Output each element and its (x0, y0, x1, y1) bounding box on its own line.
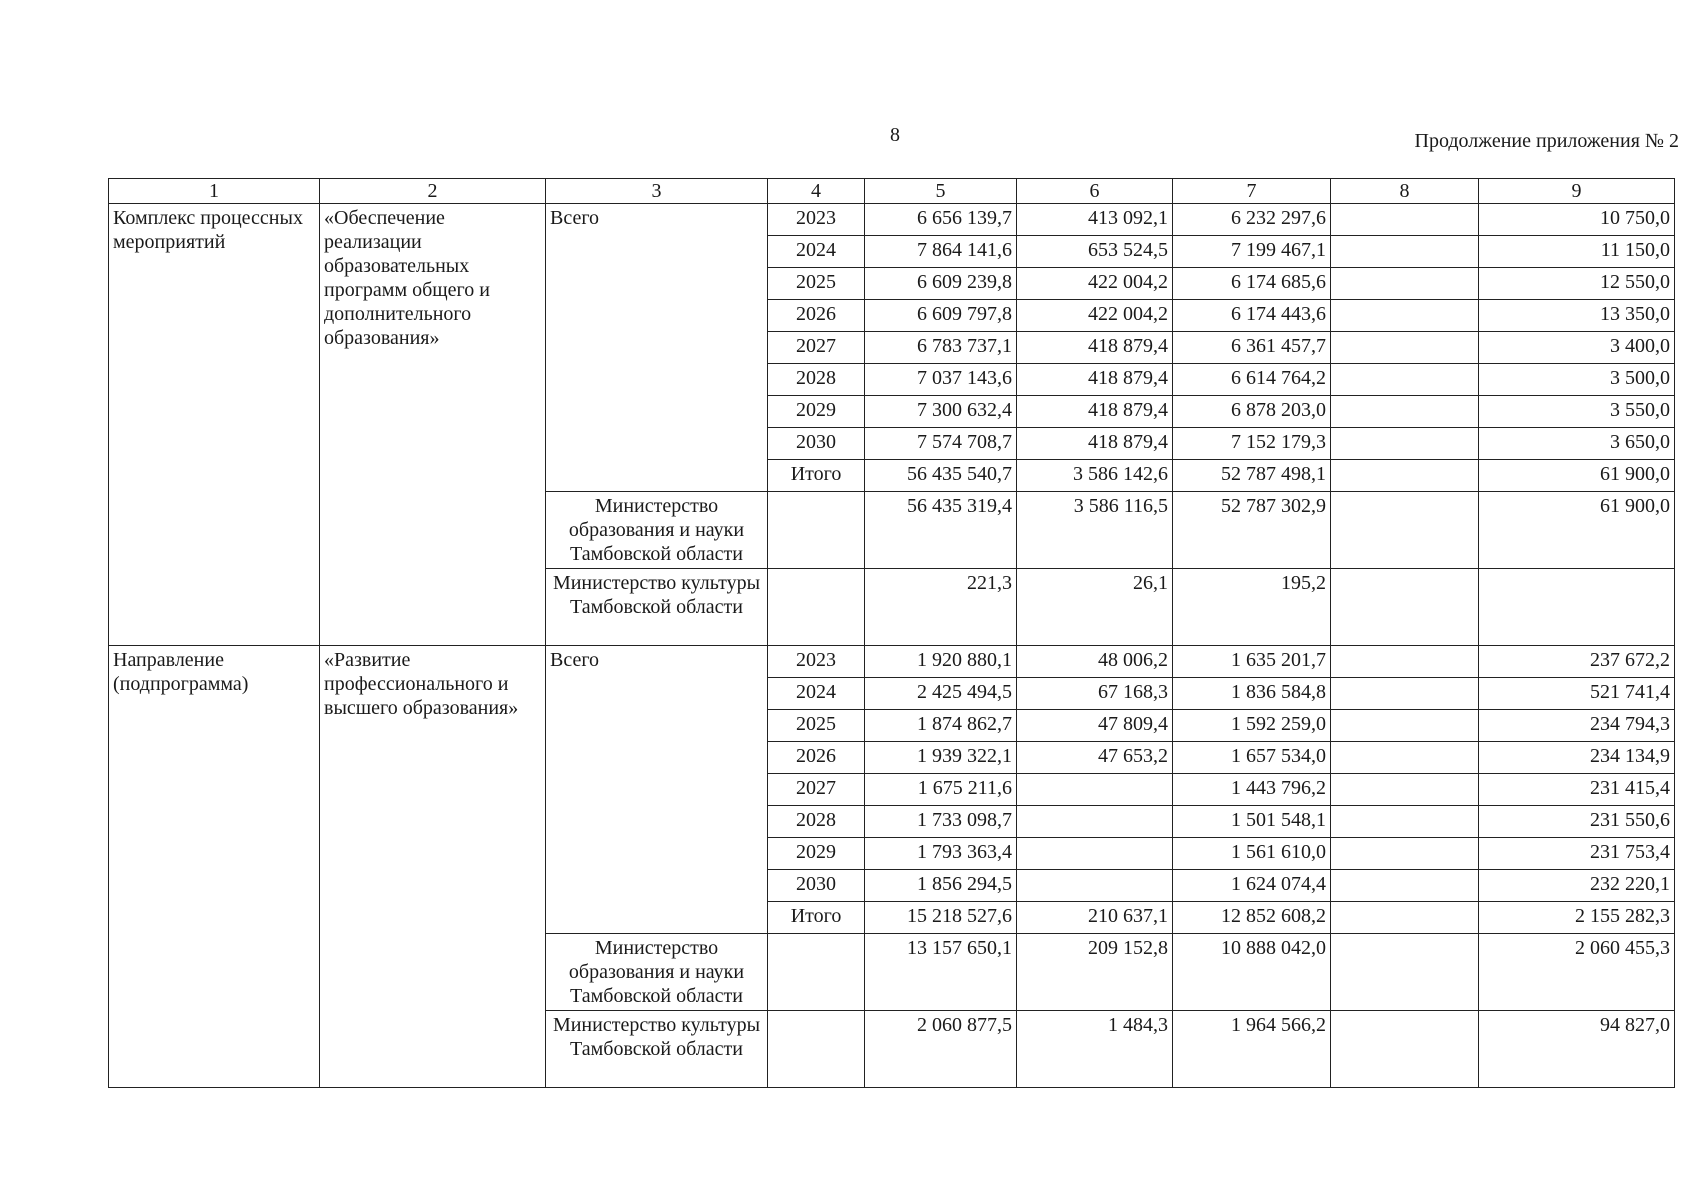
value-col5: 1 675 211,6 (865, 774, 1017, 806)
column-header: 9 (1479, 179, 1675, 204)
value-col7: 6 232 297,6 (1173, 204, 1331, 236)
value-col8 (1331, 268, 1479, 300)
value-col5: 1 733 098,7 (865, 806, 1017, 838)
value-col6: 67 168,3 (1017, 678, 1173, 710)
total-label: Всего (546, 204, 768, 492)
value-col5: 56 435 319,4 (865, 492, 1017, 569)
value-col8 (1331, 646, 1479, 678)
year-cell: 2023 (768, 204, 865, 236)
value-col9: 11 150,0 (1479, 236, 1675, 268)
value-col8 (1331, 396, 1479, 428)
value-col7: 6 174 443,6 (1173, 300, 1331, 332)
value-col9: 3 650,0 (1479, 428, 1675, 460)
value-col7: 1 836 584,8 (1173, 678, 1331, 710)
value-col6: 418 879,4 (1017, 428, 1173, 460)
column-header: 1 (109, 179, 320, 204)
value-col6: 209 152,8 (1017, 934, 1173, 1011)
executor-name: Министерство культуры Тамбовской области (546, 569, 768, 646)
value-col8 (1331, 364, 1479, 396)
value-col6 (1017, 838, 1173, 870)
value-col5: 2 060 877,5 (865, 1011, 1017, 1088)
section-name: «Развитие профессионального и высшего образования» (320, 646, 546, 1088)
year-cell: 2030 (768, 428, 865, 460)
value-col6: 1 484,3 (1017, 1011, 1173, 1088)
value-col5: 1 939 322,1 (865, 742, 1017, 774)
year-cell: 2024 (768, 236, 865, 268)
value-col6: 418 879,4 (1017, 396, 1173, 428)
value-col6: 48 006,2 (1017, 646, 1173, 678)
executor-name: Министерство образования и науки Тамбовской области (546, 492, 768, 569)
value-col8 (1331, 902, 1479, 934)
value-col8 (1331, 742, 1479, 774)
year-cell: Итого (768, 902, 865, 934)
value-col8 (1331, 204, 1479, 236)
value-col6: 413 092,1 (1017, 204, 1173, 236)
value-col7: 52 787 302,9 (1173, 492, 1331, 569)
year-cell: Итого (768, 460, 865, 492)
value-col6 (1017, 870, 1173, 902)
value-col6: 3 586 116,5 (1017, 492, 1173, 569)
value-col8 (1331, 492, 1479, 569)
value-col6: 3 586 142,6 (1017, 460, 1173, 492)
value-col9: 13 350,0 (1479, 300, 1675, 332)
value-col6: 422 004,2 (1017, 300, 1173, 332)
value-col5: 1 874 862,7 (865, 710, 1017, 742)
year-cell: 2024 (768, 678, 865, 710)
value-col9 (1479, 569, 1675, 646)
value-col9: 234 134,9 (1479, 742, 1675, 774)
column-header: 5 (865, 179, 1017, 204)
value-col6: 418 879,4 (1017, 364, 1173, 396)
value-col5: 6 609 797,8 (865, 300, 1017, 332)
value-col5: 7 574 708,7 (865, 428, 1017, 460)
value-col9: 232 220,1 (1479, 870, 1675, 902)
value-col9: 10 750,0 (1479, 204, 1675, 236)
value-col7: 12 852 608,2 (1173, 902, 1331, 934)
value-col5: 7 864 141,6 (865, 236, 1017, 268)
value-col8 (1331, 428, 1479, 460)
value-col5: 2 425 494,5 (865, 678, 1017, 710)
value-col9: 94 827,0 (1479, 1011, 1675, 1088)
value-col6 (1017, 774, 1173, 806)
value-col9: 231 753,4 (1479, 838, 1675, 870)
value-col5: 6 656 139,7 (865, 204, 1017, 236)
year-cell: 2025 (768, 268, 865, 300)
value-col9: 3 500,0 (1479, 364, 1675, 396)
column-header: 3 (546, 179, 768, 204)
value-col9: 61 900,0 (1479, 492, 1675, 569)
value-col6: 210 637,1 (1017, 902, 1173, 934)
value-col5: 1 793 363,4 (865, 838, 1017, 870)
value-col5: 13 157 650,1 (865, 934, 1017, 1011)
column-header: 8 (1331, 179, 1479, 204)
year-cell: 2028 (768, 364, 865, 396)
value-col8 (1331, 806, 1479, 838)
value-col8 (1331, 236, 1479, 268)
value-col8 (1331, 678, 1479, 710)
year-cell: 2028 (768, 806, 865, 838)
value-col7: 6 174 685,6 (1173, 268, 1331, 300)
value-col7: 7 152 179,3 (1173, 428, 1331, 460)
value-col6: 47 809,4 (1017, 710, 1173, 742)
value-col9: 3 400,0 (1479, 332, 1675, 364)
year-cell: 2026 (768, 742, 865, 774)
budget-table (108, 178, 1675, 1088)
value-col6: 653 524,5 (1017, 236, 1173, 268)
year-cell: 2030 (768, 870, 865, 902)
value-col6: 422 004,2 (1017, 268, 1173, 300)
year-cell: 2029 (768, 838, 865, 870)
value-col7: 1 964 566,2 (1173, 1011, 1331, 1088)
value-col7: 52 787 498,1 (1173, 460, 1331, 492)
value-col7: 1 657 534,0 (1173, 742, 1331, 774)
value-col9: 521 741,4 (1479, 678, 1675, 710)
value-col5: 7 037 143,6 (865, 364, 1017, 396)
value-col7: 6 361 457,7 (1173, 332, 1331, 364)
value-col8 (1331, 710, 1479, 742)
year-cell: 2025 (768, 710, 865, 742)
value-col7: 6 878 203,0 (1173, 396, 1331, 428)
value-col8 (1331, 569, 1479, 646)
value-col8 (1331, 332, 1479, 364)
value-col6 (1017, 806, 1173, 838)
value-col6: 47 653,2 (1017, 742, 1173, 774)
section-type: Направление (подпрограмма) (109, 646, 320, 1088)
value-col8 (1331, 870, 1479, 902)
year-cell: 2027 (768, 332, 865, 364)
section-type: Комплекс процессных мероприятий (109, 204, 320, 646)
value-col8 (1331, 300, 1479, 332)
value-col7: 1 624 074,4 (1173, 870, 1331, 902)
value-col9: 12 550,0 (1479, 268, 1675, 300)
executor-col4 (768, 492, 865, 569)
appendix-note: Продолжение приложения № 2 (1414, 130, 1679, 152)
year-cell: 2023 (768, 646, 865, 678)
page-number: 8 (890, 124, 900, 146)
column-header: 2 (320, 179, 546, 204)
value-col8 (1331, 934, 1479, 1011)
value-col5: 6 609 239,8 (865, 268, 1017, 300)
year-cell: 2029 (768, 396, 865, 428)
table-body (109, 204, 1675, 1088)
value-col9: 61 900,0 (1479, 460, 1675, 492)
value-col6: 26,1 (1017, 569, 1173, 646)
executor-col4 (768, 1011, 865, 1088)
value-col8 (1331, 774, 1479, 806)
total-label: Всего (546, 646, 768, 934)
value-col9: 231 550,6 (1479, 806, 1675, 838)
value-col5: 221,3 (865, 569, 1017, 646)
value-col9: 231 415,4 (1479, 774, 1675, 806)
value-col9: 3 550,0 (1479, 396, 1675, 428)
column-header: 4 (768, 179, 865, 204)
value-col9: 234 794,3 (1479, 710, 1675, 742)
year-cell: 2026 (768, 300, 865, 332)
value-col7: 1 592 259,0 (1173, 710, 1331, 742)
value-col5: 56 435 540,7 (865, 460, 1017, 492)
year-row (109, 646, 1675, 678)
value-col5: 1 856 294,5 (865, 870, 1017, 902)
column-header: 7 (1173, 179, 1331, 204)
column-header: 6 (1017, 179, 1173, 204)
executor-name: Министерство культуры Тамбовской области (546, 1011, 768, 1088)
value-col7: 7 199 467,1 (1173, 236, 1331, 268)
value-col6: 418 879,4 (1017, 332, 1173, 364)
value-col7: 10 888 042,0 (1173, 934, 1331, 1011)
executor-name: Министерство образования и науки Тамбовской области (546, 934, 768, 1011)
column-number-row (109, 179, 1675, 204)
year-cell: 2027 (768, 774, 865, 806)
section-name: «Обеспечение реализации образовательных программ общего и дополнительного образования» (320, 204, 546, 646)
value-col5: 6 783 737,1 (865, 332, 1017, 364)
value-col8 (1331, 460, 1479, 492)
value-col7: 195,2 (1173, 569, 1331, 646)
value-col9: 237 672,2 (1479, 646, 1675, 678)
value-col7: 1 443 796,2 (1173, 774, 1331, 806)
executor-col4 (768, 569, 865, 646)
value-col9: 2 060 455,3 (1479, 934, 1675, 1011)
executor-col4 (768, 934, 865, 1011)
value-col9: 2 155 282,3 (1479, 902, 1675, 934)
year-row (109, 204, 1675, 236)
value-col5: 7 300 632,4 (865, 396, 1017, 428)
value-col7: 1 635 201,7 (1173, 646, 1331, 678)
value-col8 (1331, 1011, 1479, 1088)
value-col8 (1331, 838, 1479, 870)
value-col7: 1 501 548,1 (1173, 806, 1331, 838)
value-col7: 1 561 610,0 (1173, 838, 1331, 870)
value-col5: 1 920 880,1 (865, 646, 1017, 678)
value-col5: 15 218 527,6 (865, 902, 1017, 934)
value-col7: 6 614 764,2 (1173, 364, 1331, 396)
